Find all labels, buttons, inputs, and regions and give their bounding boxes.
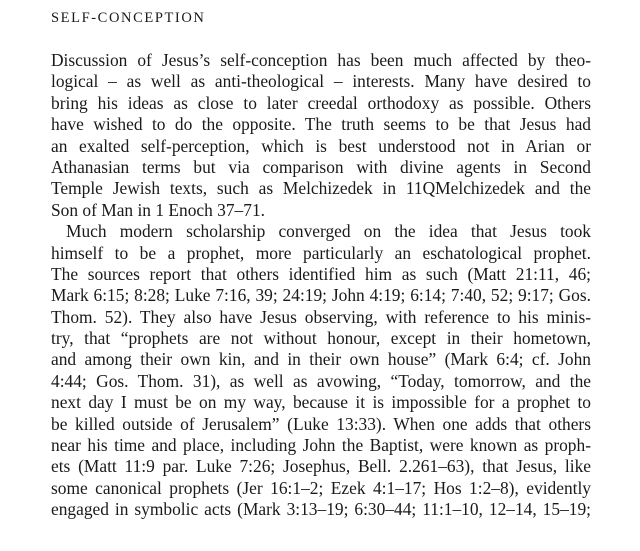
paragraph-2	[51, 221, 591, 520]
text-line: 4:44; Gos. Thom. 31), as well as avowing, “Today, tomorrow, and the	[51, 370, 591, 391]
text-line: Temple Jewish texts, such as Melchizedek in 11QMelchizedek and the	[51, 178, 591, 199]
text-line: Athanasian terms but via comparison with divine agents in Second	[51, 156, 591, 177]
text-line: Mark 6:15; 8:28; Luke 7:16, 39; 24:19; John 4:19; 6:14; 7:40, 52; 9:17; Gos.	[51, 285, 591, 306]
text-line: Discussion of Jesus’s self-conception has been much affected by theo-	[51, 50, 591, 70]
text-line: Thom. 52). They also have Jesus observing, with reference to his minis-	[51, 306, 591, 327]
book-page	[51, 0, 591, 521]
text-line: The sources report that others identified him as such (Matt 21:11, 46;	[51, 263, 591, 284]
section-heading: SELF-CONCEPTION	[51, 10, 206, 26]
paragraph-1	[51, 50, 591, 221]
text-line: ets (Matt 11:9 par. Luke 7:26; Josephus, Bell. 2.261–63), that Jesus, like	[51, 456, 591, 477]
text-line: try, that “prophets are not without honour, except in their hometown,	[51, 328, 591, 349]
text-line: and among their own kin, and in their own house” (Mark 6:4; cf. John	[51, 349, 591, 370]
text-line: Son of Man in 1 Enoch 37–71.	[51, 199, 265, 220]
text-line: next day I must be on my way, because it is impossible for a prophet to	[51, 392, 591, 413]
text-line: some canonical prophets (Jer 16:1–2; Ezek 4:1–17; Hos 1:2–8), evidently	[51, 477, 591, 498]
text-line: logical – as well as anti-theological – interests. Many have desired to	[51, 71, 591, 92]
text-line: Much modern scholarship converged on the idea that Jesus took	[66, 221, 591, 242]
text-line: have wished to do the opposite. The truth seems to be that Jesus had	[51, 114, 591, 135]
text-line: bring his ideas as close to later creedal orthodoxy as possible. Others	[51, 92, 591, 113]
text-line: engaged in symbolic acts (Mark 3:13–19; 6:30–44; 11:1–10, 12–14, 15–19;	[51, 499, 591, 520]
text-line: be killed outside of Jerusalem” (Luke 13:33). When one adds that others	[51, 413, 591, 434]
text-line: near his time and place, including John the Baptist, were known as proph-	[51, 435, 591, 456]
text-line: himself to be a prophet, more particularly an eschatological prophet.	[51, 242, 591, 263]
text-line: an exalted self-perception, which is best understood not in Arian or	[51, 135, 591, 156]
